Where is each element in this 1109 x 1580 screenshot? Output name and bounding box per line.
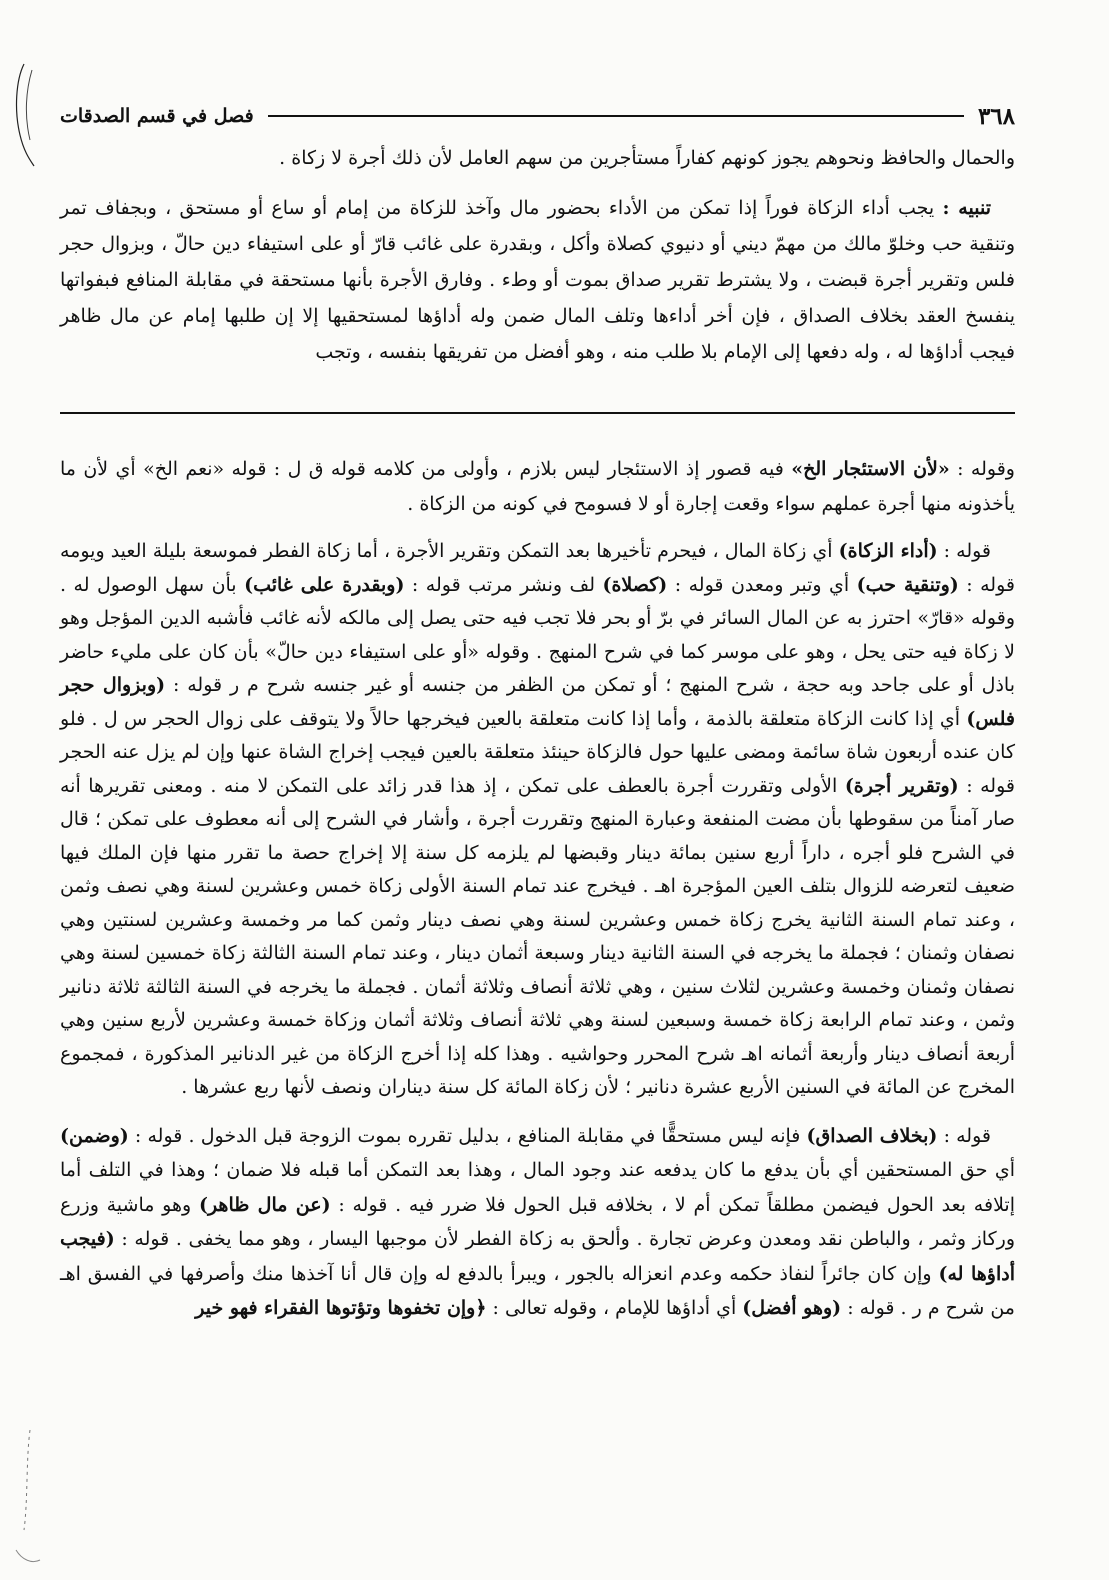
commentary-text: أي أداؤها للإمام ، وقوله تعالى :: [492, 1297, 737, 1319]
commentary-text: قوله :: [943, 540, 992, 562]
commentary-text: لف ونشر مرتب قوله :: [411, 573, 596, 596]
commentary-text: وهو ماشية وزرع وركاز وثمر ، والباطن نقد ومعدن وعرض تجارة . وألحق به زكاة الفطر لأن موجبها اليسار ، وهو مما يخفى . قوله :: [60, 1193, 1015, 1250]
commentary-text: وقوله :: [957, 458, 1015, 480]
binding-mark-top: [6, 60, 46, 170]
quoted-phrase: (وضمن): [60, 1124, 129, 1147]
binding-mark-bottom: [6, 1420, 46, 1570]
commentary: [60, 452, 1015, 1340]
quoted-phrase: (كصلاة): [602, 573, 668, 596]
commentary-text: بأن سهل الوصول له . وقوله «قارّ» احترز به عن المال السائر في برّ أو بحر فلا تجب فيه حتى يصل إلى مالكه لأنه غائب فأشبه الدين المؤجل وهو لا زكاة فيه حتى يحل ، وهو على موسر كما في شرح المنهج . وقوله «أو على استيفاء دين حالّ» بأن كان على مليء حاضر باذل أو على جاحد وبه حجة ، شرح المنهج ؛ أو تمكن من الظفر من جنسه أو غير جنسه شرح م ر قوله :: [60, 573, 1015, 696]
commentary-text: أي إذا كانت الزكاة متعلقة بالذمة ، وأما إذا كانت متعلقة بالعين فيخرجها حالاً ولا يتوقف على زوال الحجر س ل . فلو كان عنده أربعون شاة سائمة ومضى عليها حول فالزكاة حينئذ متعلقة بالعين فيجب إخراج الشاة عنها وإن لم يزل عنه الحجر قوله :: [60, 707, 1015, 797]
quoted-phrase: (بخلاف الصداق): [806, 1124, 938, 1147]
main-paragraph-2: [60, 190, 1015, 370]
page-number: ٣٦٨: [977, 102, 1015, 130]
commentary-text: أي زكاة المال ، فيحرم تأخيرها بعد التمكن وتقرير الأجرة ، أما زكاة الفطر فموسعة بليلة العيد ويومه قوله :: [60, 540, 1015, 596]
quoted-phrase: (وبزوال حجر فلس): [60, 674, 1015, 730]
quran-quote: ﴿وإن تخفوها وتؤتوها الفقراء فهو خير: [195, 1297, 487, 1319]
commentary-paragraph-2: [60, 535, 1015, 1105]
commentary-text: أي وتبر ومعدن قوله :: [674, 573, 850, 596]
quoted-phrase: «لأن الاستئجار الخ»: [791, 458, 950, 480]
page-header: [60, 96, 1015, 136]
commentary-text: الأولى وتقررت أجرة بالعطف على تمكن ، إذ هذا قدر زائد على التمكن لا منه . ومعنى تقريرها أنه صار آمناً من سقوطها بأن مضت المنفعة وعبارة المنهج وتقررت أجرة ، وأشار في الشرح إلى أنه معطوف على تمكن ؛ قال في الشرح فلو أجره ، داراً أربع سنين بمائة دينار وقبضها لم يلزمه كل سنة إلا إخراج حصة ما تقرر منها فإن الملك فيها ضعيف لتعرضه للزوال بتلف العين المؤجرة اهـ . فيخرج عند تمام السنة الأولى زكاة خمس وعشرين لسنة وهي نصف وثمن ، وعند تمام السنة الثانية يخرج زكاة خمس وعشرين لسنة وهي نصف دينار وثمن كما مر وخمسة وعشرين لسنتين وهي نصفان وثمنان ؛ فجملة ما يخرجه في السنة الثانية دينار وسبعة أثمان دينار ، وعند تمام السنة الثالثة زكاة خمسين لسنة وهي نصفان وثمنان وخمسة وعشرين لثلاث سنين ، وهي ثلاثة أنصاف وثلاثة أثمان . فجملة ما يخرجه في السنة الثالثة ثلاثة دنانير وثمن ، وعند تمام الرابعة زكاة خمسة وسبعين لسنة وهي ثلاثة أنصاف وثلاثة أثمان وزكاة خمسة وعشرين لأربع سنين وهي أربعة أنصاف دينار وأربعة أثمانه اهـ شرح المحرر وحواشيه . وهذا كله إذا أخرج الزكاة من غير الدنانير المذكورة ، فمجموع المخرج عن المائة في السنين الأربع عشرة دنانير ؛ لأن زكاة المائة كل سنة ديناران ونصف لأنها ربع عشرها .: [60, 774, 1016, 1098]
quoted-phrase: (فيجب أداؤها له): [60, 1228, 1015, 1285]
quoted-phrase: (وتنقية حب): [856, 573, 959, 596]
chapter-title: فصل في قسم الصدقات: [60, 105, 254, 127]
quoted-phrase: (وبقدرة على غائب): [244, 573, 405, 596]
main-paragraph-1: والحمال والحافظ ونحوهم يجوز كونهم كفاراً مستأجرين من سهم العامل لأن ذلك أجرة لا زكاة .: [279, 147, 1015, 169]
section-divider: [60, 412, 1015, 414]
quoted-phrase: (عن مال ظاهر): [198, 1193, 331, 1216]
commentary-paragraph-1: [60, 452, 1015, 521]
commentary-text: فإنه ليس مستحقًّا في مقابلة المنافع ، بدليل تقرره بموت الزوجة قبل الدخول . قوله :: [134, 1124, 801, 1147]
commentary-text: أي حق المستحقين أي بأن يدفع ما كان يدفعه عند وجود المال ، وهذا بعد التمكن أما قبله فلا ضمان ؛ وهذا في التلف أما إتلافه بعد الحول فيضمن مطلقاً تمكن أم لا ، بخلافه قبل الحول فلا ضرر فيه . قوله :: [60, 1159, 1015, 1216]
commentary-text: فيه قصور إذ الاستئجار ليس بلازم ، وأولى من كلامه قوله ق ل : قوله «نعم الخ» أي لأن ما يأخذونه منها أجرة عملهم سواء وقعت إجارة أو لا فسومح في كونه من الزكاة .: [60, 458, 1015, 515]
commentary-paragraph-3: [60, 1119, 1015, 1326]
main-text: [60, 140, 1015, 370]
header-rule: [268, 115, 964, 117]
quoted-phrase: (وتقرير أجرة): [844, 774, 959, 797]
quoted-phrase: (وهو أفضل): [742, 1297, 842, 1319]
commentary-text: وإن كان جائراً لنفاذ حكمه وعدم انعزاله بالجور ، ويبرأ بالدفع له وإن قال أنا آخذها منك وأصرفها في الفسق اهـ من شرح م ر . قوله :: [60, 1262, 1015, 1319]
quoted-phrase: (أداء الزكاة): [838, 540, 938, 562]
commentary-text: قوله :: [943, 1124, 991, 1147]
note-label: تنبيه :: [942, 197, 991, 219]
main-paragraph-2-text: يجب أداء الزكاة فوراً إذا تمكن من الأداء بحضور مال وآخذ للزكاة من إمام أو ساع أو مستحق ، وبجفاف تمر وتنقية حب وخلوّ مالك من مهمّ ديني أو دنيوي كصلاة وأكل ، وبقدرة على غائب قارّ أو على استيفاء دين حالّ ، وبزوال حجر فلس وتقرير أجرة قبضت ، ولا يشترط تقرير صداق بموت أو وطء . وفارق الأجرة بأنها مستحقة في مقابلة المنافع فبفواتها ينفسخ العقد بخلاف الصداق ، فإن أخر أداءها وتلف المال ضمن وله أداؤها لمستحقيها إلا إن طلبها إمام عن مال ظاهر فيجب أداؤها له ، وله دفعها إلى الإمام بلا طلب منه ، وهو أفضل من تفريقها بنفسه ، وتجب: [60, 197, 1015, 363]
